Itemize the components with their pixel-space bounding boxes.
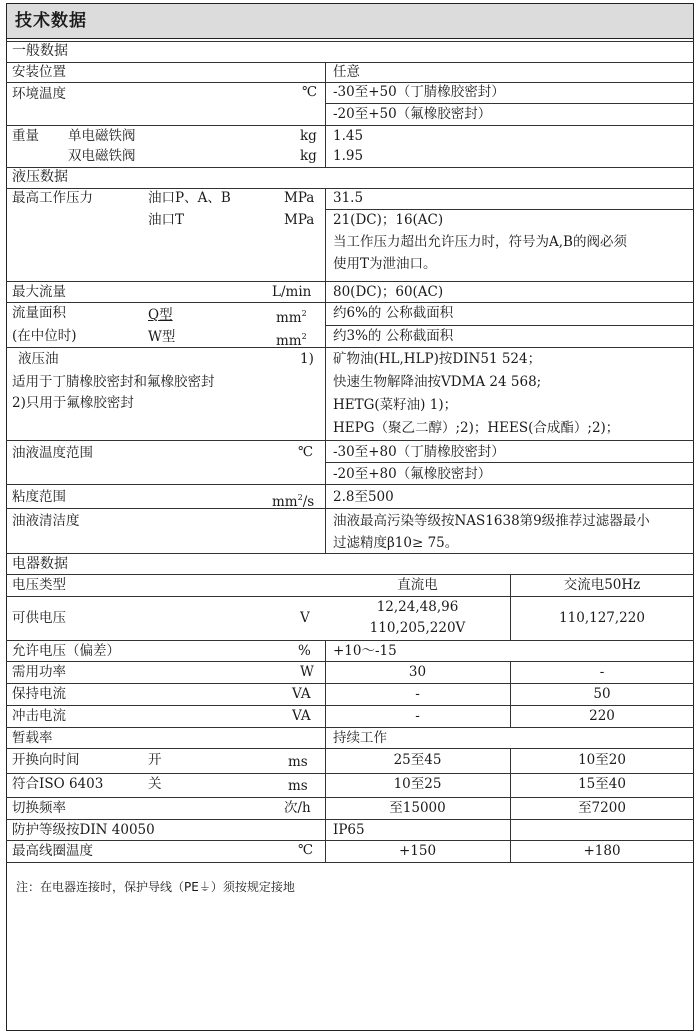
fluid-temp-unit: ℃ (298, 444, 314, 460)
power-label: 需用功率 (12, 664, 66, 680)
off-label: 关 (148, 776, 162, 792)
col-divider (325, 62, 326, 167)
coil-temp-unit: ℃ (298, 842, 314, 858)
weight-label: 重量 (12, 128, 39, 144)
row-divider (6, 125, 694, 126)
cleanliness-value: 油液最高污染等级按NAS1638第9级推荐过滤器最小 (333, 513, 650, 529)
inrush-current-dc: - (415, 708, 420, 724)
env-temp-label: 环境温度 (12, 86, 66, 102)
row-divider (325, 325, 694, 326)
protection-label: 防护等级按DIN 40050 (12, 822, 155, 838)
inrush-current-ac: 220 (589, 708, 615, 724)
row-divider (6, 440, 694, 441)
supply-voltage-unit: V (300, 610, 310, 626)
weight-unit: kg (300, 148, 317, 164)
row-divider (6, 62, 694, 63)
row-divider (6, 840, 694, 841)
area-unit-text: mm (276, 310, 302, 326)
switch-frequency-label: 切换频率 (12, 800, 66, 816)
viscosity-label: 粘度范围 (12, 489, 66, 505)
on-time-dc: 25至45 (393, 752, 442, 768)
duty-cycle-value: 持续工作 (333, 730, 387, 746)
row-divider (6, 167, 694, 168)
t-pressure-note: 使用T为泄油口。 (333, 256, 437, 272)
port-t-label: 油口T (148, 212, 185, 228)
coil-temp-dc: +150 (398, 843, 437, 859)
holding-current-dc: - (415, 686, 420, 702)
row-divider (6, 281, 694, 282)
row-divider (6, 727, 694, 728)
row-divider (325, 462, 694, 463)
q-area-value: 约6%的 公称截面积 (333, 305, 454, 321)
t-pressure-value: 21(DC)；16(AC) (333, 212, 444, 228)
fluid-value: 快速生物解降油按VDMA 24 568; (333, 374, 542, 390)
viscosity-unit: $mm^2/s$ (272, 493, 315, 510)
fluid-value: 矿物油(HL,HLP)按DIN51 524； (333, 351, 542, 367)
weight-single-label: 单电磁铁阀 (68, 128, 136, 144)
row-divider (6, 41, 694, 42)
cleanliness-label: 油液清洁度 (12, 513, 80, 529)
voltage-type-label: 电压类型 (12, 577, 66, 593)
row-divider (6, 508, 694, 509)
max-pressure-label: 最高工作压力 (12, 190, 93, 206)
holding-current-label: 保持电流 (12, 686, 66, 702)
row-divider (6, 574, 694, 575)
power-ac-value: - (599, 664, 605, 680)
row-divider (6, 484, 694, 485)
power-dc-value: 30 (408, 664, 427, 680)
row-divider (6, 661, 694, 662)
footnote: 注：在电器连接时，保护导线（PE⏚）须按规定接地 (16, 880, 295, 894)
viscosity-unit-tail: /s (302, 494, 315, 510)
row-divider (6, 773, 694, 774)
pressure-unit: MPa (284, 190, 315, 206)
row-divider (6, 302, 694, 303)
row-divider (6, 797, 694, 798)
switch-frequency-dc: 至15000 (389, 800, 446, 816)
dc-column-header: 直流电 (397, 577, 438, 593)
max-flow-unit: L/min (272, 284, 312, 300)
weight-double-value: 1.95 (333, 148, 364, 164)
section-header-electrical: 电器数据 (12, 556, 68, 572)
row-divider (6, 705, 694, 706)
power-unit: W (300, 664, 314, 680)
weight-unit: kg (300, 128, 317, 144)
env-temp-value-nbr: -30至+50（丁腈橡胶密封） (333, 84, 505, 100)
mount-value: 任意 (333, 64, 360, 80)
row-divider (6, 82, 694, 83)
area-unit: $mm^2$ (276, 332, 307, 349)
area-unit: $mm^2$ (276, 309, 307, 326)
fluid-footnote-ref: 1) (300, 351, 314, 367)
row-divider (6, 188, 694, 189)
pressure-unit: MPa (284, 212, 315, 228)
ac-column-header: 交流电50Hz (563, 577, 641, 593)
mount-label: 安装位置 (12, 64, 66, 80)
protection-value: IP65 (333, 822, 365, 838)
t-pressure-note: 当工作压力超出允许压力时，符号为A,B的阀必须 (333, 234, 627, 250)
holding-current-ac: 50 (593, 686, 611, 702)
row-divider (325, 103, 694, 104)
on-time-ac: 10至20 (578, 752, 626, 768)
section-header-general: 一般数据 (12, 43, 68, 59)
inrush-current-unit: VA (292, 708, 311, 724)
dc-supply-voltage: 110,205,220V (369, 620, 466, 636)
fluid-value: HETG(菜籽油) 1)； (333, 397, 458, 413)
w-area-value: 约3%的 公称截面积 (333, 328, 454, 344)
switch-frequency-unit: 次/h (284, 800, 311, 816)
w-type-label: W型 (148, 329, 176, 345)
pab-pressure-value: 31.5 (333, 190, 364, 206)
row-divider (6, 596, 694, 597)
viscosity-value: 2.8至500 (333, 489, 394, 505)
area-unit-text: mm (276, 333, 302, 349)
row-divider (6, 862, 694, 863)
section-header-hydraulic: 液压数据 (12, 169, 68, 185)
row-divider (6, 748, 694, 749)
holding-current-unit: VA (292, 686, 311, 702)
fluid-note: 适用于丁腈橡胶密封和氟橡胶密封 (12, 374, 215, 390)
viscosity-unit-text: mm (272, 494, 298, 510)
flow-area-label: 流量面积 (12, 305, 66, 321)
q-type-label: Q型 (148, 307, 173, 323)
switch-frequency-ac: 至7200 (578, 800, 626, 816)
weight-single-value: 1.45 (333, 128, 364, 144)
port-pab-label: 油口P、A、B (148, 190, 231, 206)
row-divider (6, 640, 694, 641)
weight-double-label: 双电磁铁阀 (68, 148, 136, 164)
env-temp-unit: ℃ (302, 84, 318, 100)
tolerance-value: +10～-15 (333, 643, 397, 659)
inrush-current-label: 冲击电流 (12, 708, 66, 724)
row-divider (325, 209, 694, 210)
coil-temp-label: 最高线圈温度 (12, 843, 93, 859)
switching-standard: 符合ISO 6403 (12, 776, 104, 792)
fluid-note: 2)只用于氟橡胶密封 (12, 395, 134, 411)
tolerance-unit: % (298, 643, 311, 659)
ac-supply-voltage: 110,127,220 (559, 610, 645, 626)
fluid-value: HEPG（聚乙二醇）;2)；HEES(合成酯）;2)； (333, 420, 620, 436)
row-divider (6, 683, 694, 684)
env-temp-value-fkm: -20至+50（氟橡胶密封） (333, 106, 492, 122)
on-label: 开 (148, 752, 162, 768)
page-title: 技术数据 (6, 3, 694, 39)
flow-area-sub-label: (在中位时) (12, 328, 77, 344)
max-flow-value: 80(DC)；60(AC) (333, 284, 444, 300)
coil-temp-ac: +180 (583, 843, 621, 859)
max-flow-label: 最大流量 (12, 284, 66, 300)
off-time-dc: 10至25 (393, 776, 442, 792)
row-divider (6, 819, 694, 820)
switching-time-label: 开换向时间 (12, 752, 80, 768)
supply-voltage-label: 可供电压 (12, 610, 66, 626)
duty-cycle-label: 暂载率 (12, 730, 53, 746)
cleanliness-value: 过滤精度β10≥ 75。 (333, 535, 459, 551)
ms-unit: ms (288, 754, 308, 770)
col-divider (325, 188, 326, 553)
fluid-label: 液压油 (18, 351, 59, 367)
fluid-temp-value-nbr: -30至+80（丁腈橡胶密封） (333, 444, 505, 460)
tolerance-label: 允许电压（偏差） (12, 643, 120, 659)
row-divider (6, 553, 694, 554)
fluid-temp-value-fkm: -20至+80（氟橡胶密封） (333, 466, 492, 482)
dc-supply-voltage: 12,24,48,96 (376, 599, 459, 615)
fluid-temp-label: 油液温度范围 (12, 445, 93, 461)
ms-unit: ms (288, 778, 308, 794)
off-time-ac: 15至40 (578, 776, 626, 792)
row-divider (6, 347, 694, 348)
